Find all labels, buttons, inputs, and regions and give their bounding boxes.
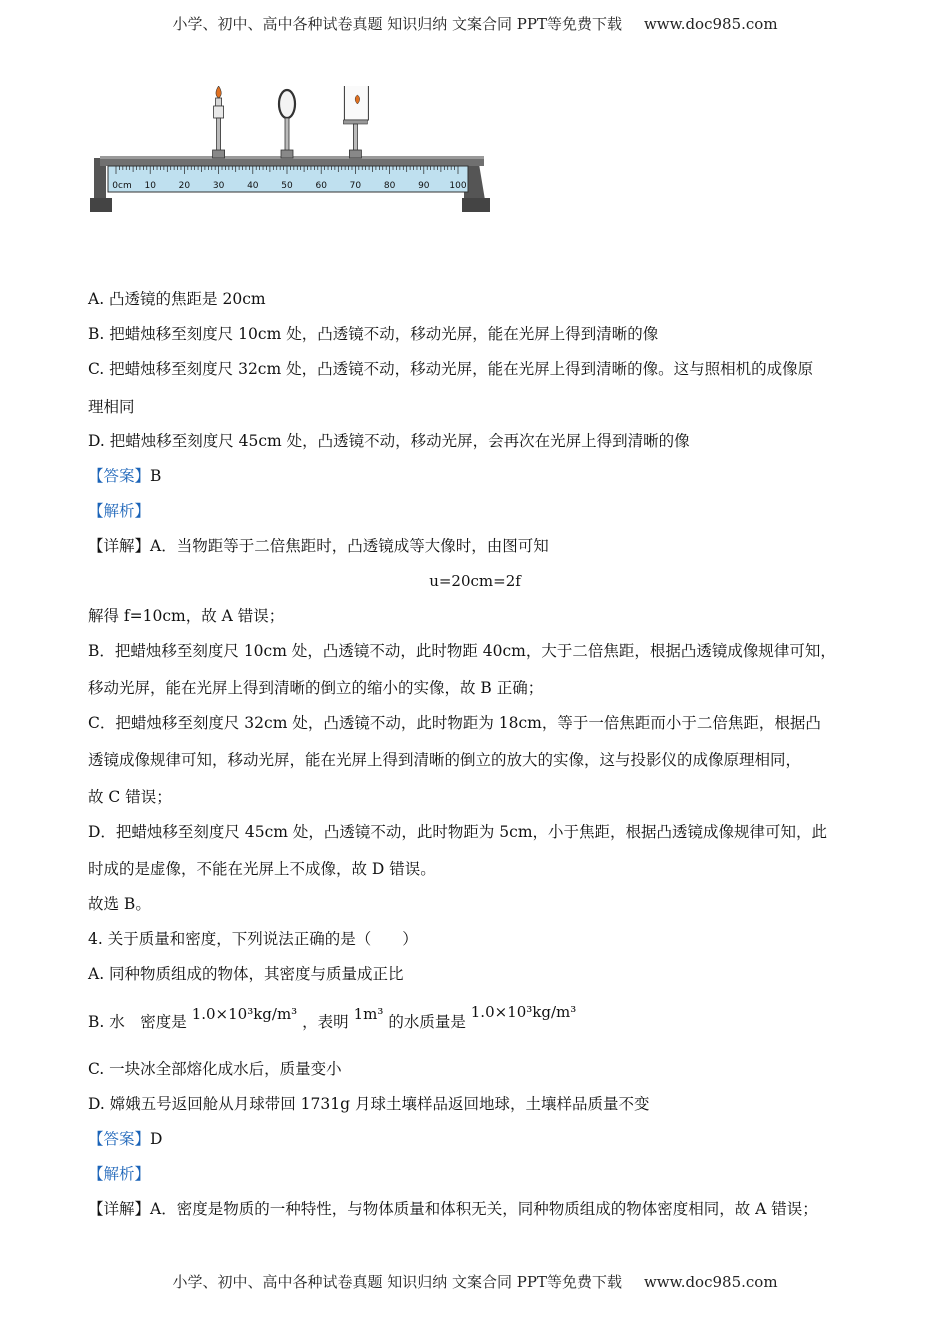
q4-option-c: C. 一块冰全部熔化成水后，质量变小 <box>88 1060 342 1078</box>
answer-value: D <box>150 1130 163 1148</box>
answer-value: B <box>150 467 162 485</box>
q4-detail <box>88 1199 868 1219</box>
q3-c-line2: 透镜成像规律可知，移动光屏，能在光屏上得到清晰的倒立的放大的实像，这与投影仪的成像原理相同， <box>88 751 802 769</box>
formula-text: u=20cm=2f <box>429 572 521 590</box>
optical-bench-figure <box>86 86 496 222</box>
page-footer <box>0 1271 950 1292</box>
q4-option-d: D. 嫦娥五号返回舱从月球带回 1731g 月球土壤样品返回地球，土壤样品质量不变 <box>88 1095 650 1113</box>
q3-formula <box>0 571 950 591</box>
q3-c-line1: C．把蜡烛移至刻度尺 32cm 处，凸透镜不动，此时物距为 18cm，等于一倍焦距而小于二倍焦距，根据凸 <box>88 714 821 732</box>
header-site: www.doc985.com <box>643 15 778 33</box>
q3-solve: 解得 f=10cm，故 A 错误； <box>88 607 285 625</box>
q4-b-volume: 1m³ <box>353 1005 384 1023</box>
convex-lens <box>279 90 295 158</box>
q4-analysis-tag: 【解析】 <box>88 1165 151 1183</box>
q3-option-d: D. 把蜡烛移至刻度尺 45cm 处，凸透镜不动，移动光屏，会再次在光屏上得到清晰的像 <box>88 432 690 450</box>
footer-site: www.doc985.com <box>643 1273 778 1291</box>
ruler-label: 30 <box>212 181 225 191</box>
q3-analysis-tag: 【解析】 <box>88 502 151 520</box>
q3-b-line1: B．把蜡烛移至刻度尺 10cm 处，凸透镜不动，此时物距 40cm，大于二倍焦距，根据凸透镜成像规律可知， <box>88 642 836 660</box>
detail-tag: 【详解】 <box>88 1200 151 1218</box>
flame-icon <box>216 86 221 98</box>
q4-option-b <box>88 1003 868 1032</box>
detail-text: A．当物距等于二倍焦距时，凸透镜成等大像时，由图可知 <box>150 537 549 555</box>
page-header <box>0 13 950 34</box>
q3-b-line2: 移动光屏，能在光屏上得到清晰的倒立的缩小的实像，故 B 正确； <box>88 679 544 697</box>
q3-conclusion: 故选 B。 <box>88 895 151 913</box>
q4-b-density: 1.0×10³kg/m³ <box>191 1005 298 1023</box>
ruler-label: 60 <box>315 181 327 191</box>
answer-tag: 【答案】 <box>88 467 151 485</box>
q3-d-line2: 时成的是虚像，不能在光屏上不成像，故 D 错误。 <box>88 860 436 878</box>
detail-tag: 【详解】 <box>88 537 151 555</box>
ruler-label: 0cm <box>112 181 132 191</box>
q3-c-line3: 故 C 错误； <box>88 788 172 806</box>
q3-option-b: B. 把蜡烛移至刻度尺 10cm 处，凸透镜不动，移动光屏，能在光屏上得到清晰的像 <box>88 325 659 343</box>
ruler-label: 80 <box>383 181 396 191</box>
footer-text: 小学、初中、高中各种试卷真题 知识归纳 文案合同 PPT等免费下载 <box>172 1273 622 1291</box>
detail-text: A．密度是物质的一种特性，与物体质量和体积无关，同种物质组成的物体密度相同，故 A 错误； <box>150 1200 818 1218</box>
q4-b-mass: 1.0×10³kg/m³ <box>470 1003 577 1021</box>
ruler-label: 70 <box>349 181 362 191</box>
ruler-label: 50 <box>281 181 293 191</box>
ruler-label: 10 <box>144 181 156 191</box>
q4-b-prefix: B. 水 密度是 <box>88 1013 187 1031</box>
candle <box>213 86 225 158</box>
ruler-label: 40 <box>247 181 259 191</box>
q4-b-mid2: 的水质量是 <box>388 1013 466 1031</box>
q3-option-a: A. 凸透镜的焦距是 20cm <box>88 290 266 308</box>
q4-answer <box>88 1129 868 1149</box>
light-screen <box>343 86 368 158</box>
header-text: 小学、初中、高中各种试卷真题 知识归纳 文案合同 PPT等免费下载 <box>172 15 622 33</box>
q3-answer <box>88 466 868 486</box>
q3-detail <box>88 536 868 556</box>
q4-option-a: A. 同种物质组成的物体，其密度与质量成正比 <box>88 965 404 983</box>
answer-tag: 【答案】 <box>88 1130 151 1148</box>
ruler-label: 100 <box>449 181 467 191</box>
q3-option-c-line2: 理相同 <box>88 398 135 416</box>
ruler-label: 90 <box>418 181 430 191</box>
ruler-label: 20 <box>178 181 191 191</box>
q4-stem: 4. 关于质量和密度，下列说法正确的是（ ） <box>88 930 418 948</box>
q3-d-line1: D．把蜡烛移至刻度尺 45cm 处，凸透镜不动，此时物距为 5cm，小于焦距，根据凸透镜成像规律可知，此 <box>88 823 828 841</box>
q3-option-c-line1: C. 把蜡烛移至刻度尺 32cm 处，凸透镜不动，移动光屏，能在光屏上得到清晰的像。这与照相机的成像原 <box>88 360 814 378</box>
q4-b-mid: ，表明 <box>302 1013 349 1031</box>
